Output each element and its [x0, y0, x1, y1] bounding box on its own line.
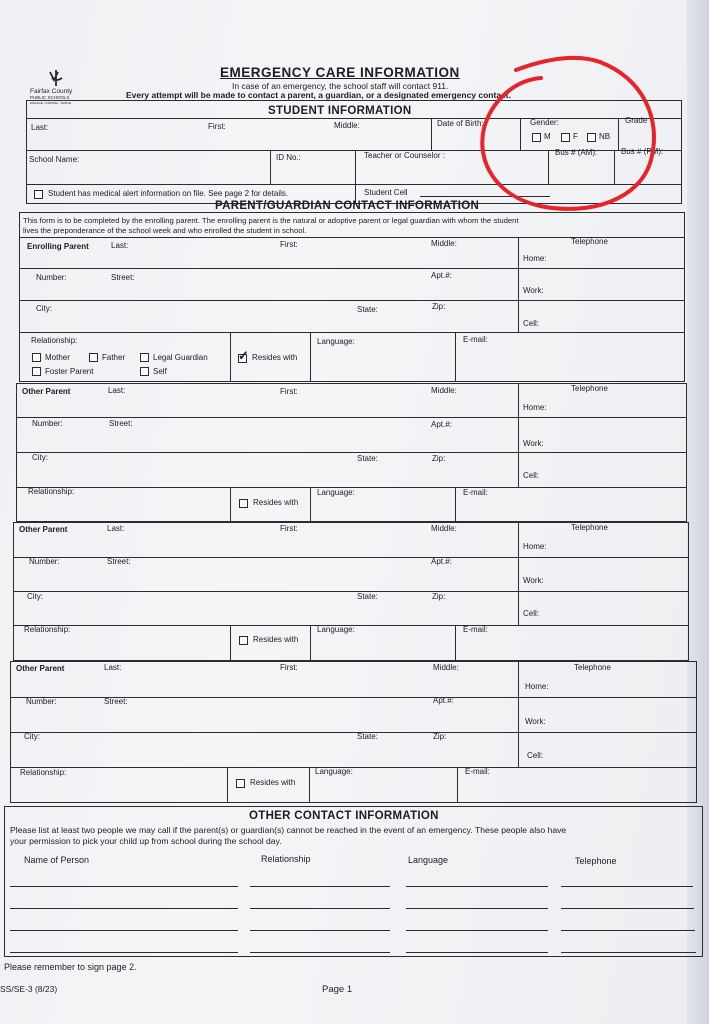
- foster-parent-label: Foster Parent: [45, 367, 94, 376]
- other-parent-3-street-label: Street:: [104, 697, 128, 706]
- other-contact-line-2: your permission to pick your child up from school during the school day.: [10, 836, 282, 846]
- father-label: Father: [102, 353, 126, 362]
- other-parent-2-street-label: Street:: [107, 557, 131, 566]
- logo-line-1: Fairfax County: [30, 88, 73, 95]
- enrolling-parent-title: Enrolling Parent: [27, 242, 89, 251]
- grade-label: Grade: [625, 116, 648, 125]
- other-parent-3-resides-with-label: Resides with: [250, 778, 296, 787]
- other-parent-1-city-label: City:: [32, 453, 48, 462]
- other-parent-1-language-label: Language:: [317, 488, 355, 497]
- other-parent-2-city-label: City:: [27, 592, 43, 601]
- other-parent-2-home-label: Home:: [523, 542, 547, 551]
- other-parent-3-relationship-label: Relationship:: [20, 768, 67, 777]
- other-parent-2-language-label: Language:: [317, 625, 355, 634]
- other-parent-2-relationship-label: Relationship:: [24, 625, 71, 634]
- other-parent-3-number-label: Number:: [26, 697, 57, 706]
- other-parent-1-middle-label: Middle:: [431, 386, 457, 395]
- checkmark-icon: ✓: [238, 348, 249, 363]
- enrolling-telephone-label: Telephone: [571, 237, 608, 246]
- id-no-label: ID No.:: [276, 153, 301, 162]
- medical-alert-label: Student has medical alert information on file. See page 2 for details.: [48, 189, 289, 198]
- other-parent-2-state-label: State:: [357, 592, 378, 601]
- subtitle-2: Every attempt will be made to contact a parent, a guardian, or a designated emergency contact.: [126, 90, 511, 100]
- parent-contact-heading: PARENT/GUARDIAN CONTACT INFORMATION: [215, 200, 480, 212]
- other-parent-3-language-label: Language:: [315, 767, 353, 776]
- enrolling-email-label: E-mail:: [463, 335, 488, 344]
- enrolling-city-label: City:: [36, 304, 52, 313]
- other-parent-3-telephone-label: Telephone: [574, 663, 611, 672]
- enrolling-resides-with-label: Resides with: [252, 353, 298, 362]
- gender-label: Gender:: [530, 118, 559, 127]
- bus-pm-label: Bus # (PM):: [621, 147, 664, 156]
- subtitle-1: In case of an emergency, the school staff will contact 911.: [232, 81, 449, 91]
- other-parent-1-work-label: Work:: [523, 439, 544, 448]
- other-parent-1-number-label: Number:: [32, 419, 63, 428]
- teacher-counselor-label: Teacher or Counselor :: [364, 151, 445, 160]
- enrolling-zip-label: Zip:: [432, 302, 446, 311]
- other-parent-1-apt-label: Apt.#:: [431, 420, 452, 429]
- other-parent-3-last-label: Last:: [104, 663, 122, 672]
- other-parent-3-home-label: Home:: [525, 682, 549, 691]
- other-parent-3-title: Other Parent: [16, 664, 65, 673]
- other-parent-2-work-label: Work:: [523, 576, 544, 585]
- other-contact-heading: OTHER CONTACT INFORMATION: [249, 810, 439, 822]
- enrolling-first-label: First:: [280, 240, 298, 249]
- gender-f-label: F: [573, 132, 578, 141]
- enrolling-street-label: Street:: [111, 273, 135, 282]
- other-parent-2-title: Other Parent: [19, 525, 68, 534]
- other-parent-1-zip-label: Zip:: [432, 454, 446, 463]
- col-name-of-person: Name of Person: [24, 855, 90, 865]
- enrolling-cell-label: Cell:: [523, 319, 540, 328]
- other-parent-3-cell-label: Cell:: [527, 751, 544, 760]
- other-parent-1-email-label: E-mail:: [463, 488, 488, 497]
- other-parent-2-resides-with-label: Resides with: [253, 635, 299, 644]
- legal-guardian-label: Legal Guardian: [153, 353, 208, 362]
- other-parent-1-cell-label: Cell:: [523, 471, 540, 480]
- other-parent-2-cell-label: Cell:: [523, 609, 540, 618]
- other-parent-3-city-label: City:: [24, 732, 40, 741]
- form-title: EMERGENCY CARE INFORMATION: [220, 65, 460, 80]
- other-parent-1-last-label: Last:: [108, 386, 126, 395]
- other-parent-1-first-label: First:: [280, 387, 298, 396]
- other-parent-2-first-label: First:: [280, 524, 298, 533]
- parent-intro-line-1: This form is to be completed by the enrolling parent. The enrolling parent is the natural or adoptive parent or legal guardian with whom the student: [23, 216, 519, 225]
- other-parent-1-street-label: Street:: [109, 419, 133, 428]
- enrolling-last-label: Last:: [111, 241, 129, 250]
- page-number: Page 1: [322, 984, 353, 995]
- other-parent-1-home-label: Home:: [523, 403, 547, 412]
- student-first-label: First:: [208, 122, 226, 131]
- enrolling-language-label: Language:: [317, 337, 355, 346]
- self-label: Self: [153, 367, 167, 376]
- other-parent-3-work-label: Work:: [525, 717, 546, 726]
- enrolling-middle-label: Middle:: [431, 239, 457, 248]
- other-parent-2-middle-label: Middle:: [431, 524, 457, 533]
- logo-line-3: ENGAGE • INSPIRE • THRIVE: [30, 101, 72, 105]
- other-contact-line-1: Please list at least two people we may call if the parent(s) or guardian(s) cannot be reached in the event of an emergency. These people also have: [10, 825, 567, 835]
- form-code: SS/SE-3 (8/23): [0, 984, 58, 994]
- other-parent-2-apt-label: Apt.#:: [431, 557, 452, 566]
- student-info-heading: STUDENT INFORMATION: [268, 105, 412, 117]
- col-relationship: Relationship: [261, 854, 311, 864]
- other-parent-1-resides-with-label: Resides with: [253, 498, 299, 507]
- other-parent-2-last-label: Last:: [107, 524, 125, 533]
- parent-intro-line-2: lives the preponderance of the school week and who enrolled the student in school.: [23, 226, 307, 235]
- sign-reminder: Please remember to sign page 2.: [4, 962, 137, 972]
- gender-nb-label: NB: [599, 132, 611, 141]
- student-dob-label: Date of Birth:: [437, 119, 484, 128]
- enrolling-home-label: Home:: [523, 254, 547, 263]
- other-parent-1-title: Other Parent: [22, 387, 71, 396]
- school-name-label: School Name:: [29, 155, 80, 164]
- other-parent-3-apt-label: Apt.#:: [433, 696, 454, 705]
- other-parent-3-middle-label: Middle:: [433, 663, 459, 672]
- student-last-label: Last:: [31, 123, 49, 132]
- other-parent-2-telephone-label: Telephone: [571, 523, 608, 532]
- other-parent-1-telephone-label: Telephone: [571, 384, 608, 393]
- gender-m-label: M: [544, 132, 551, 141]
- other-parent-2-number-label: Number:: [29, 557, 60, 566]
- enrolling-state-label: State:: [357, 305, 378, 314]
- student-middle-label: Middle:: [334, 121, 360, 130]
- other-parent-3-state-label: State:: [357, 732, 378, 741]
- other-parent-3-zip-label: Zip:: [433, 732, 447, 741]
- col-telephone: Telephone: [575, 856, 617, 866]
- other-parent-3-first-label: First:: [280, 663, 298, 672]
- mother-label: Mother: [45, 353, 70, 362]
- enrolling-relationship-label: Relationship:: [31, 336, 78, 345]
- col-language: Language: [408, 855, 449, 865]
- other-parent-2-zip-label: Zip:: [432, 592, 446, 601]
- bus-am-label: Bus # (AM):: [555, 148, 598, 157]
- enrolling-work-label: Work:: [523, 286, 544, 295]
- logo-line-2: PUBLIC SCHOOLS: [30, 95, 70, 100]
- student-cell-label: Student Cell: [364, 188, 408, 197]
- other-parent-1-state-label: State:: [357, 454, 378, 463]
- enrolling-number-label: Number:: [36, 273, 67, 282]
- other-parent-3-email-label: E-mail:: [465, 767, 490, 776]
- other-parent-1-relationship-label: Relationship:: [28, 487, 75, 496]
- enrolling-apt-label: Apt.#:: [431, 271, 452, 280]
- other-parent-2-email-label: E-mail:: [463, 625, 488, 634]
